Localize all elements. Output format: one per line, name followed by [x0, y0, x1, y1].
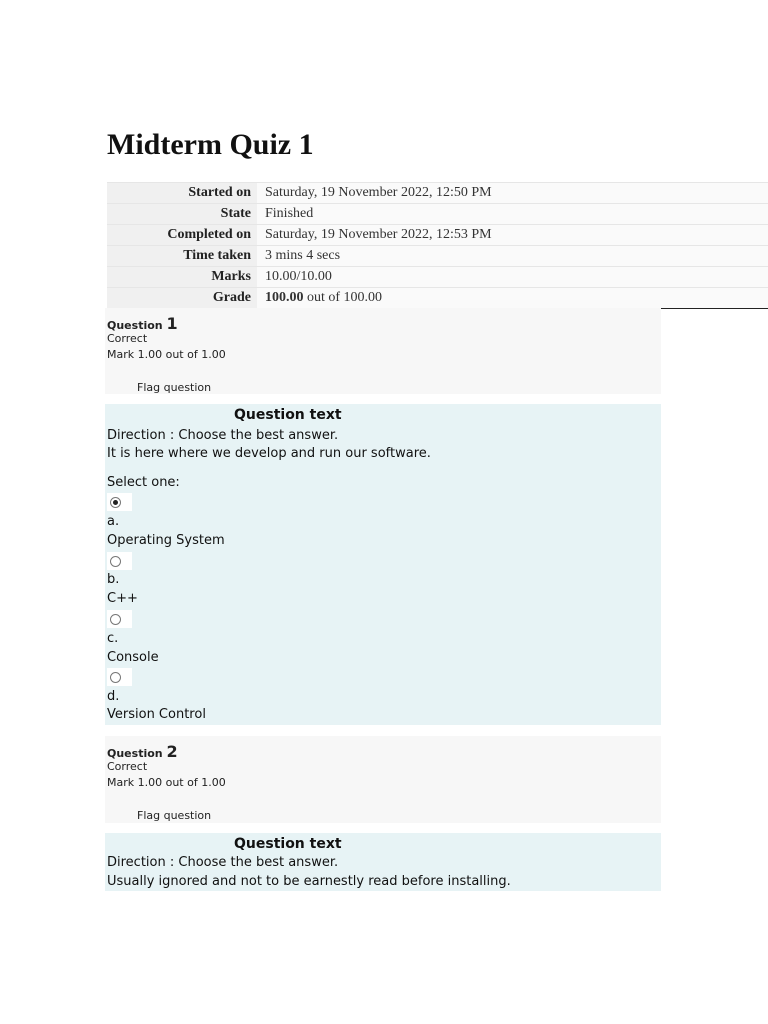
summary-row-state	[107, 204, 768, 225]
summary-row-marks	[107, 267, 768, 288]
question-direction: Direction : Choose the best answer.	[107, 428, 339, 443]
summary-label: Time taken	[107, 246, 257, 267]
question-text-heading: Question text	[234, 836, 342, 852]
answer-option-c-text[interactable]: Console	[107, 650, 159, 665]
select-one-label: Select one:	[107, 475, 180, 490]
question-prompt: It is here where we develop and run our software.	[107, 446, 431, 461]
answer-option-b-letter: b.	[107, 572, 120, 587]
question-number-label: Question 2	[107, 742, 178, 761]
summary-row-time-taken	[107, 246, 768, 267]
answer-option-c-letter: c.	[107, 631, 119, 646]
question-1-info	[105, 308, 661, 394]
grade-out-of: out of 100.00	[303, 290, 383, 305]
question-mark: Mark 1.00 out of 1.00	[107, 348, 226, 361]
radio-selected-icon[interactable]	[110, 497, 121, 508]
question-2-info	[105, 736, 661, 823]
answer-option-b-text[interactable]: C++	[107, 591, 138, 606]
answer-option-b-radio-box[interactable]	[107, 552, 132, 570]
radio-unselected-icon[interactable]	[110, 672, 121, 683]
question-number: 1	[166, 314, 178, 333]
question-text-heading: Question text	[234, 407, 342, 423]
answer-option-a-letter: a.	[107, 514, 120, 529]
summary-value: 10.00/10.00	[257, 267, 768, 288]
summary-row-started	[107, 183, 768, 204]
summary-label: Grade	[107, 288, 257, 309]
grade-score: 100.00	[265, 290, 304, 305]
summary-row-grade	[107, 288, 768, 309]
summary-value	[257, 288, 768, 309]
question-state: Correct	[107, 332, 148, 345]
question-mark: Mark 1.00 out of 1.00	[107, 776, 226, 789]
answer-option-d-text[interactable]: Version Control	[107, 707, 206, 722]
summary-value: Finished	[257, 204, 768, 225]
summary-value: 3 mins 4 secs	[257, 246, 768, 267]
summary-row-completed	[107, 225, 768, 246]
answer-option-d-letter: d.	[107, 689, 120, 704]
radio-unselected-icon[interactable]	[110, 556, 121, 567]
question-number-label: Question 1	[107, 314, 178, 333]
attempt-summary-table	[107, 182, 768, 309]
question-number: 2	[166, 742, 178, 761]
summary-value: Saturday, 19 November 2022, 12:50 PM	[257, 183, 768, 204]
summary-value: Saturday, 19 November 2022, 12:53 PM	[257, 225, 768, 246]
radio-unselected-icon[interactable]	[110, 614, 121, 625]
flag-question-link[interactable]: Flag question	[137, 381, 212, 394]
summary-label: State	[107, 204, 257, 225]
flag-question-link[interactable]: Flag question	[137, 809, 212, 822]
answer-option-d-radio-box[interactable]	[107, 668, 132, 686]
answer-option-a-text[interactable]: Operating System	[107, 533, 225, 548]
question-direction: Direction : Choose the best answer.	[107, 855, 339, 870]
question-2-content	[105, 833, 661, 891]
answer-option-a-radio-box[interactable]	[107, 493, 132, 511]
question-prompt: Usually ignored and not to be earnestly read before installing.	[107, 874, 511, 889]
question-1-content	[105, 404, 661, 725]
question-state: Correct	[107, 760, 148, 773]
summary-label: Started on	[107, 183, 257, 204]
answer-option-c-radio-box[interactable]	[107, 610, 132, 628]
page-title: Midterm Quiz 1	[107, 128, 314, 161]
summary-label: Marks	[107, 267, 257, 288]
summary-label: Completed on	[107, 225, 257, 246]
